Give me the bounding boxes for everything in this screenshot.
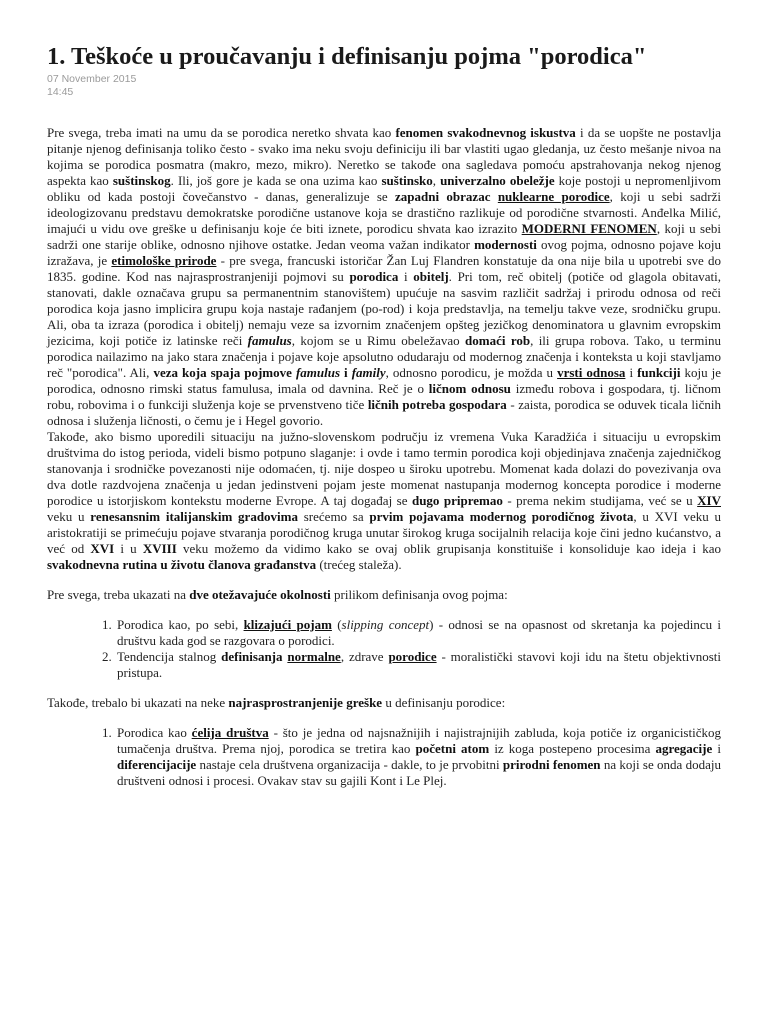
emphasized-text: porodice: [388, 649, 437, 664]
emphasized-text: svakodnevna rutina u životu članova građanstva: [47, 557, 317, 572]
emphasized-text: normalne: [287, 649, 341, 664]
emphasized-text: family: [351, 365, 386, 380]
emphasized-text: suštinskog: [112, 173, 171, 188]
post-time: 14:45: [47, 86, 74, 98]
paragraph-difficulties-intro: Pre svega, treba ukazati na dve otežavajuće okolnosti prilikom definisanja ovog pojma:: [47, 587, 508, 602]
page-title: 1. Teškoće u proučavanju i definisanju pojma "porodica": [47, 43, 647, 70]
emphasized-text: suštinsko: [381, 173, 433, 188]
emphasized-text: XIV: [697, 493, 721, 508]
list-item: 2. Tendencija stalnog definisanja normalne, zdrave porodice - moralistički stavovi koji idu na štetu objektivnosti pristupa.: [115, 649, 721, 681]
list-item: 1. Porodica kao ćelija društva - što je jedna od najsnažnijih i najistrajnijih zabluda, koja potiče iz organicističkog tumačenja društva. Prema njoj, porodica se tretira kao početni atom iz koga postepeno procesima agregacije i diferencijacije nastaje cela društvena organizacija - dakle, to je prvobitni prirodni fenomen na koji se onda dodaju društveni odnosi i procesi. Ovakav stav su gajili Kont i Le Plej.: [115, 725, 721, 789]
emphasized-text: veza koja spaja pojmove: [153, 365, 296, 380]
emphasized-text: etimološke prirode: [111, 253, 217, 268]
emphasized-text: i: [340, 365, 352, 380]
emphasized-text: diferencijacije: [117, 757, 197, 772]
emphasized-text: ćelija društva: [191, 725, 269, 740]
emphasized-text: modernosti: [474, 237, 537, 252]
emphasized-text: ličnom odnosu: [428, 381, 511, 396]
list-item: 1. Porodica kao, po sebi, klizajući pojam (slipping concept) - odnosi se na opasnost od skretanja ka pojedincu i društvu kada god se razgovara o porodici.: [115, 617, 721, 649]
emphasized-text: domaći rob: [465, 333, 531, 348]
emphasized-text: početni atom: [415, 741, 490, 756]
emphasized-text: slipping concept: [341, 617, 430, 632]
errors-list: [47, 725, 721, 789]
emphasized-text: dve otežavajuće okolnosti: [189, 587, 331, 602]
emphasized-text: renesansnim italijanskim gradovima: [90, 509, 298, 524]
emphasized-text: funkciji: [637, 365, 681, 380]
emphasized-text: obitelj: [413, 269, 449, 284]
emphasized-text: vrsti odnosa: [557, 365, 626, 380]
post-date: 07 November 2015: [47, 73, 137, 85]
emphasized-text: zapadni obrazac: [395, 189, 491, 204]
emphasized-text: ličnih potreba gospodara: [367, 397, 507, 412]
emphasized-text: klizajući pojam: [243, 617, 332, 632]
emphasized-text: nuklearne porodice: [497, 189, 610, 204]
emphasized-text: agregacije: [655, 741, 713, 756]
emphasized-text: prvim pojavama modernog porodičnog života: [369, 509, 634, 524]
paragraph-intro: Pre svega, treba imati na umu da se porodica neretko shvata kao fenomen svakodnevnog iskustva i da se uopšte ne postavlja pitanje njenog definisanja toliko često - svako ima neku svoju definiciju ili bar vlastiti ugao gledanja, uz često mešanje nivoa na kojima se porodica posmatra (makro, mezo, mikro). Neretko se takođe ona sagledava pomoću apstrahovanja nekog njenog aspekta kao suštinskog. Ili, još gore je kada se ona uzima kao suštinsko, univerzalno obeležje koje postoji u nepromenljivom obliku od kada postoji čovečanstvo - danas, generalizuje se zapadni obrazac nuklearne porodice, koji u sebi sadrži ideologizovanu predstavu demokratske porodične ustanove koja se drastično razlikuje od porodične stvarnosti. Anđelka Milić, imajući u vidu ove greške u definisanju koje će biti iznete, porodicu shvata kao izrazito MODERNI FENOMEN, koji u sebi sadrži one starije oblike, odnosno njihove ostatke. Jedan veoma važan indikator modernosti ovog pojma, odnosno pojave koju izražava, je etimološke prirode - pre svega, francuski istoričar Žan Luj Flandren konstatuje da ona nije bila u upotrebi sve do 1835. godine. Kod nas najrasprostranjeniji pojmovi su porodica i obitelj. Pri tom, reč obitelj (potiče od glagola obitavati, stanovati, dakle označava grupu sa permanentnim stanovištem) upućuje na sasvim različit sadržaj i prirodu odnosa od reči porodica koja jasno implicira grupu koja nastaje rađanjem (po-rod) i koja predstavlja, na temelju takve veze, srodničku grupu. Ali, oba ta izraza (porodica i obitelj) nemaju veze sa izvornim značenjem opšteg jezičkog denominatora u glavnim evropskim jezicima, koji potiče iz latinske reči famulus, kojom se u Rimu obeležavao domaći rob, ili grupa robova. Tako, u terminu porodica nailazimo na jako stara značenja i pojave koje apsolutno odudaraju od modernog značenja i konteksta u koji stavljamo reč "porodica". Ali, veza koja spaja pojmove famulus i family, odnosno porodicu, je možda u vrsti odnosa i funkciji koju je porodica, odnosno rimski status famulusa, imala od davnina. Reč je o ličnom odnosu između robova i gospodara, tj. ličnom robu, robovima i o funkciji služenja koje se prvenstveno tiče ličnih potreba gospodara - zaista, porodica se oduvek ticala ličnih odnosa i služenja ličnosti, o čemu je i Hegel govorio.: [47, 125, 722, 428]
emphasized-text: definisanja: [221, 649, 283, 664]
emphasized-text: XVIII: [142, 541, 177, 556]
paragraph-history: Takođe, ako bismo uporedili situaciju na južno-slovenskom području iz vremena Vuka Karadžića i situaciju u evropskim društvima do istog perioda, videli bismo potpuno slaganje: i ovde i tamo termin porodica koji objedinjava značenja zajedničkog stanovanja i srodničke povezanosti nije odomaćen, tj. nije dospeo u široku upotrebu. Momenat kada dolazi do povezivanja ova dva dotle razdvojena značenja u jedan jedinstveni pojam jeste momenat nastupanja modernog koncepta porodice i moderne porodice u istorjiskom kontekstu moderne Evrope. A taj događaj se dugo pripremao - prema nekim studijama, već se u XIV veku u renesansnim italijanskim gradovima srećemo sa prvim pojavama modernog porodičnog života, u XVI veku u aristokratiji se primećuju pojave stvaranja porodičnog kruga unutar širokog kruga socijalnih relacija koje čini jedno kućanstvo, a već od XVI i u XVIII veku možemo da vidimo kako se ovaj oblik grupisanja konstituiše i konsoliduje kao ideja i kao svakodnevna rutina u životu članova građanstva (trećeg staleža).: [47, 429, 721, 572]
emphasized-text: najrasprostranjenije greške: [228, 695, 383, 710]
difficulties-list: [47, 617, 721, 681]
emphasized-text: fenomen svakodnevnog iskustva: [395, 125, 576, 140]
emphasized-text: famulus: [295, 365, 341, 380]
emphasized-text: prirodni fenomen: [502, 757, 601, 772]
paragraph-errors-intro: Takođe, trebalo bi ukazati na neke najrasprostranjenije greške u definisanju porodice:: [47, 695, 506, 710]
emphasized-text: famulus: [247, 333, 292, 348]
article-body: [47, 125, 721, 789]
emphasized-text: MODERNI FENOMEN: [521, 221, 657, 236]
emphasized-text: porodica: [349, 269, 399, 284]
emphasized-text: univerzalno obeležje: [440, 173, 555, 188]
emphasized-text: XVI: [90, 541, 115, 556]
emphasized-text: dugo pripremao: [411, 493, 503, 508]
